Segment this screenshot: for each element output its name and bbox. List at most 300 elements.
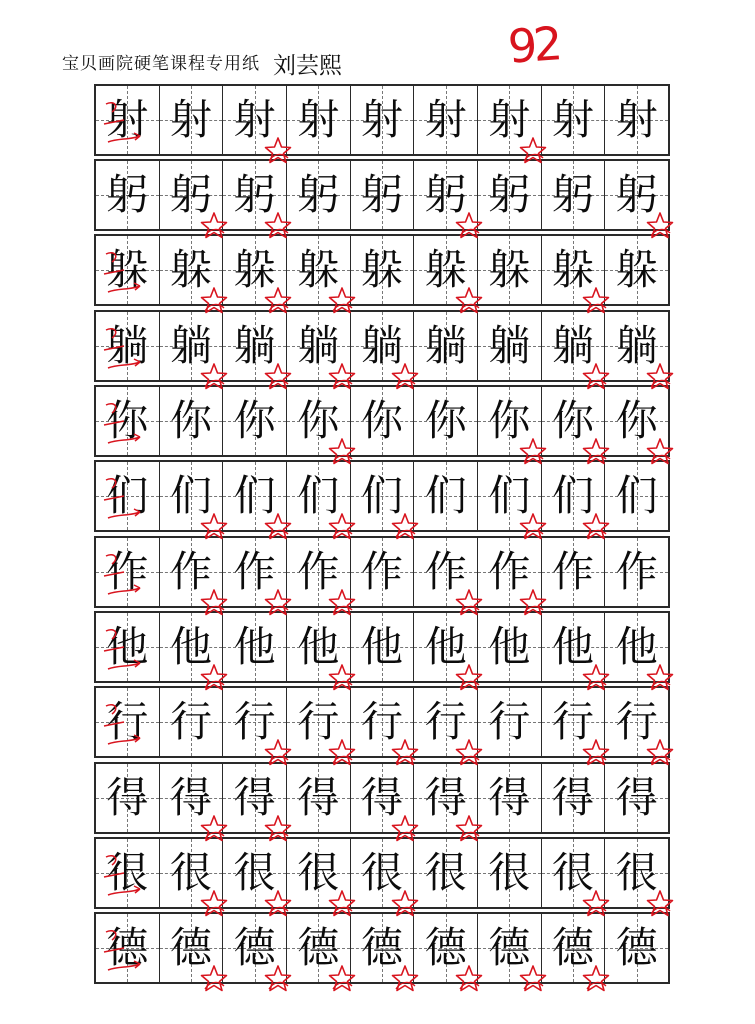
grid-cell (159, 312, 223, 380)
star-icon (391, 889, 419, 917)
handwritten-character: 们 (233, 471, 276, 520)
grid-cell (222, 462, 286, 530)
grid-cell (286, 914, 350, 982)
practice-row (94, 762, 670, 834)
handwritten-character: 们 (552, 471, 595, 520)
handwritten-character: 得 (233, 773, 276, 822)
grid-cell (604, 86, 668, 154)
star-icon (646, 362, 674, 390)
star-icon (264, 588, 292, 616)
star-icon (264, 286, 292, 314)
grid-cell (604, 688, 668, 756)
handwritten-character: 很 (361, 848, 404, 897)
handwritten-character: 德 (233, 923, 276, 972)
grid-cell (222, 914, 286, 982)
handwritten-character: 躬 (106, 170, 149, 219)
star-icon (455, 588, 483, 616)
star-icon (264, 814, 292, 842)
star-icon (582, 964, 610, 992)
handwritten-character: 你 (233, 396, 276, 445)
grid-cell (222, 839, 286, 907)
star-icon (328, 437, 356, 465)
star-icon (200, 663, 228, 691)
grid-cell (350, 161, 414, 229)
grid-cell (286, 312, 350, 380)
grid-cell (286, 764, 350, 832)
grid-cell (413, 387, 477, 455)
handwritten-character: 作 (488, 547, 531, 596)
handwritten-character: 躬 (233, 170, 276, 219)
handwritten-character: 他 (106, 622, 149, 671)
star-icon (455, 964, 483, 992)
star-icon (328, 362, 356, 390)
grid-cell (159, 161, 223, 229)
grid-cell (477, 764, 541, 832)
handwritten-character: 作 (424, 547, 467, 596)
grid-cell (286, 387, 350, 455)
star-icon (582, 889, 610, 917)
star-icon (519, 136, 547, 164)
grid-cell (477, 914, 541, 982)
handwritten-character: 躺 (297, 321, 340, 370)
grid-cell (96, 688, 159, 756)
handwritten-character: 他 (297, 622, 340, 671)
handwritten-character: 躺 (106, 321, 149, 370)
star-icon (455, 738, 483, 766)
grid-cell (541, 86, 605, 154)
grid-cell (350, 312, 414, 380)
handwritten-character: 你 (552, 396, 595, 445)
handwritten-character: 你 (488, 396, 531, 445)
handwritten-character: 很 (233, 848, 276, 897)
handwritten-character: 躬 (424, 170, 467, 219)
grid-cell (286, 86, 350, 154)
grid-cell (477, 462, 541, 530)
handwritten-character: 得 (615, 773, 658, 822)
star-icon (200, 814, 228, 842)
handwritten-character: 作 (297, 547, 340, 596)
grid-cell (286, 236, 350, 304)
handwritten-character: 射 (233, 95, 276, 144)
practice-row (94, 234, 670, 306)
grid-cell (350, 236, 414, 304)
handwritten-character: 躬 (361, 170, 404, 219)
grid-cell (96, 236, 159, 304)
star-icon (200, 588, 228, 616)
grid-cell (159, 236, 223, 304)
star-icon (391, 814, 419, 842)
grid-cell (541, 688, 605, 756)
handwritten-character: 他 (170, 622, 213, 671)
grid-cell (159, 387, 223, 455)
grid-cell (286, 839, 350, 907)
handwritten-character: 射 (552, 95, 595, 144)
handwritten-character: 躲 (424, 245, 467, 294)
pen-correction-icon (100, 546, 160, 602)
handwritten-character: 德 (552, 923, 595, 972)
handwritten-character: 很 (552, 848, 595, 897)
star-icon (646, 211, 674, 239)
grid-cell (222, 613, 286, 681)
grid-cell (413, 764, 477, 832)
handwritten-character: 他 (361, 622, 404, 671)
star-icon (328, 738, 356, 766)
grid-cell (477, 387, 541, 455)
grid-cell (159, 613, 223, 681)
star-icon (200, 889, 228, 917)
handwritten-character: 躲 (297, 245, 340, 294)
handwritten-character: 躲 (233, 245, 276, 294)
grid-cell (541, 462, 605, 530)
grid-cell (96, 839, 159, 907)
grid-cell (222, 387, 286, 455)
star-icon (519, 964, 547, 992)
handwritten-character: 他 (233, 622, 276, 671)
star-icon (391, 362, 419, 390)
star-icon (264, 964, 292, 992)
grid-cell (159, 839, 223, 907)
grid-cell (604, 312, 668, 380)
star-icon (264, 512, 292, 540)
grid-cell (286, 161, 350, 229)
grid-cell (604, 161, 668, 229)
handwritten-character: 德 (615, 923, 658, 972)
handwritten-character: 行 (170, 697, 213, 746)
star-icon (264, 889, 292, 917)
star-icon (328, 964, 356, 992)
grid-cell (350, 387, 414, 455)
grid-cell (222, 538, 286, 606)
grid-cell (477, 312, 541, 380)
handwritten-character: 躲 (552, 245, 595, 294)
grid-cell (286, 688, 350, 756)
star-icon (455, 814, 483, 842)
handwritten-character: 他 (615, 622, 658, 671)
grid-cell (350, 538, 414, 606)
grid-cell (222, 312, 286, 380)
star-icon (264, 362, 292, 390)
grid-cell (350, 764, 414, 832)
handwritten-character: 很 (297, 848, 340, 897)
star-icon (519, 437, 547, 465)
grid-cell (604, 462, 668, 530)
grid-cell (604, 613, 668, 681)
grid-cell (541, 914, 605, 982)
handwritten-character: 你 (106, 396, 149, 445)
handwritten-character: 们 (170, 471, 213, 520)
grid-cell (96, 86, 159, 154)
pen-correction-icon (100, 696, 160, 752)
practice-row (94, 686, 670, 758)
handwritten-character: 作 (361, 547, 404, 596)
handwritten-character: 作 (170, 547, 213, 596)
grid-cell (413, 613, 477, 681)
grid-cell (541, 613, 605, 681)
star-icon (391, 738, 419, 766)
handwritten-character: 躺 (170, 321, 213, 370)
handwritten-character: 很 (424, 848, 467, 897)
grid-cell (604, 236, 668, 304)
practice-row (94, 310, 670, 382)
handwritten-character: 行 (488, 697, 531, 746)
grid-cell (413, 839, 477, 907)
handwritten-character: 得 (552, 773, 595, 822)
grid-cell (222, 86, 286, 154)
practice-row (94, 159, 670, 231)
grid-cell (159, 462, 223, 530)
star-icon (328, 663, 356, 691)
handwritten-character: 德 (297, 923, 340, 972)
grid-cell (159, 914, 223, 982)
grid-cell (477, 613, 541, 681)
grid-cell (286, 613, 350, 681)
grid-cell (350, 613, 414, 681)
grid-cell (477, 839, 541, 907)
star-icon (455, 211, 483, 239)
handwritten-character: 他 (552, 622, 595, 671)
grid-cell (604, 839, 668, 907)
handwritten-character: 躬 (488, 170, 531, 219)
grid-cell (96, 161, 159, 229)
practice-row (94, 536, 670, 608)
star-icon (519, 512, 547, 540)
star-icon (264, 136, 292, 164)
star-icon (200, 964, 228, 992)
star-icon (391, 964, 419, 992)
practice-row (94, 84, 670, 156)
grid-cell (413, 914, 477, 982)
handwritten-character: 射 (488, 95, 531, 144)
pen-correction-icon (100, 94, 160, 150)
handwritten-character: 得 (361, 773, 404, 822)
practice-row (94, 837, 670, 909)
star-icon (646, 738, 674, 766)
handwritten-character: 你 (170, 396, 213, 445)
pen-correction-icon (100, 320, 160, 376)
handwritten-character: 躲 (488, 245, 531, 294)
handwritten-character: 们 (106, 471, 149, 520)
grid-cell (413, 312, 477, 380)
handwritten-character: 躬 (552, 170, 595, 219)
grid-cell (159, 764, 223, 832)
handwritten-character: 行 (424, 697, 467, 746)
star-icon (582, 663, 610, 691)
handwritten-character: 躺 (424, 321, 467, 370)
grid-cell (541, 312, 605, 380)
grid-cell (96, 312, 159, 380)
grid-cell (477, 236, 541, 304)
handwritten-character: 行 (361, 697, 404, 746)
handwritten-character: 行 (615, 697, 658, 746)
grid-cell (604, 538, 668, 606)
handwritten-character: 躺 (361, 321, 404, 370)
grid-cell (350, 839, 414, 907)
handwritten-character: 得 (170, 773, 213, 822)
grid-cell (96, 764, 159, 832)
handwritten-character: 们 (488, 471, 531, 520)
star-icon (328, 512, 356, 540)
handwritten-character: 行 (106, 697, 149, 746)
grid-cell (477, 688, 541, 756)
handwritten-character: 得 (297, 773, 340, 822)
grid-cell (350, 914, 414, 982)
grid-cell (222, 161, 286, 229)
handwritten-character: 你 (297, 396, 340, 445)
handwritten-character: 得 (106, 773, 149, 822)
pen-correction-icon (100, 621, 160, 677)
handwritten-character: 行 (233, 697, 276, 746)
handwritten-character: 们 (297, 471, 340, 520)
pen-correction-icon (100, 395, 160, 451)
grid-cell (413, 462, 477, 530)
star-icon (200, 512, 228, 540)
grid-cell (413, 538, 477, 606)
grid-cell (541, 839, 605, 907)
grid-cell (159, 86, 223, 154)
grid-cell (159, 538, 223, 606)
grid-cell (96, 538, 159, 606)
handwritten-character: 德 (170, 923, 213, 972)
star-icon (200, 286, 228, 314)
pen-correction-icon (100, 244, 160, 300)
handwritten-character: 作 (233, 547, 276, 596)
handwritten-character: 射 (361, 95, 404, 144)
star-icon (455, 286, 483, 314)
handwritten-character: 躬 (170, 170, 213, 219)
star-icon (582, 437, 610, 465)
grid-cell (159, 688, 223, 756)
handwritten-character: 躺 (615, 321, 658, 370)
handwritten-character: 躲 (170, 245, 213, 294)
handwritten-character: 躬 (615, 170, 658, 219)
star-icon (328, 889, 356, 917)
grid-cell (96, 387, 159, 455)
handwritten-character: 躺 (233, 321, 276, 370)
grid-cell (477, 86, 541, 154)
grid-cell (222, 764, 286, 832)
handwritten-character: 射 (297, 95, 340, 144)
grid-cell (286, 462, 350, 530)
grid-cell (413, 688, 477, 756)
star-icon (264, 738, 292, 766)
practice-row (94, 912, 670, 984)
star-icon (455, 663, 483, 691)
grid-cell (541, 161, 605, 229)
grid-cell (222, 688, 286, 756)
handwritten-character: 作 (615, 547, 658, 596)
handwritten-character: 作 (106, 547, 149, 596)
handwritten-character: 躺 (488, 321, 531, 370)
paper-title: 宝贝画院硬笔课程专用纸 (62, 54, 260, 74)
grid-cell (541, 764, 605, 832)
star-icon (328, 286, 356, 314)
grid-cell (413, 86, 477, 154)
grid-cell (604, 764, 668, 832)
handwritten-character: 躲 (615, 245, 658, 294)
grid-cell (477, 161, 541, 229)
star-icon (200, 362, 228, 390)
handwritten-character: 们 (361, 471, 404, 520)
grid-cell (96, 462, 159, 530)
handwritten-character: 躬 (297, 170, 340, 219)
grid-cell (604, 387, 668, 455)
handwritten-character: 们 (615, 471, 658, 520)
handwritten-character: 德 (488, 923, 531, 972)
handwritten-character: 行 (297, 697, 340, 746)
grid-cell (350, 688, 414, 756)
handwritten-character: 躲 (106, 245, 149, 294)
grid-cell (604, 914, 668, 982)
handwritten-character: 躲 (361, 245, 404, 294)
student-name: 刘芸熙 (273, 53, 342, 79)
handwritten-character: 德 (361, 923, 404, 972)
handwritten-character: 作 (552, 547, 595, 596)
handwritten-character: 很 (106, 848, 149, 897)
star-icon (582, 362, 610, 390)
handwritten-character: 德 (424, 923, 467, 972)
pen-correction-icon (100, 470, 160, 526)
grid-cell (96, 914, 159, 982)
grid-cell (541, 387, 605, 455)
handwritten-character: 你 (361, 396, 404, 445)
star-icon (200, 211, 228, 239)
star-icon (646, 663, 674, 691)
star-icon (328, 588, 356, 616)
practice-row (94, 611, 670, 683)
handwritten-character: 他 (488, 622, 531, 671)
star-icon (519, 588, 547, 616)
star-icon (391, 512, 419, 540)
handwritten-character: 射 (424, 95, 467, 144)
handwritten-character: 躺 (552, 321, 595, 370)
grid-cell (96, 613, 159, 681)
grid-cell (541, 236, 605, 304)
handwritten-character: 他 (424, 622, 467, 671)
star-icon (582, 286, 610, 314)
handwritten-character: 射 (615, 95, 658, 144)
handwritten-character: 很 (170, 848, 213, 897)
grid-cell (350, 86, 414, 154)
handwritten-character: 德 (106, 923, 149, 972)
grid-cell (413, 236, 477, 304)
pen-correction-icon (100, 847, 160, 903)
practice-row (94, 385, 670, 457)
handwritten-character: 得 (488, 773, 531, 822)
grid-cell (477, 538, 541, 606)
grid-cell (413, 161, 477, 229)
handwritten-character: 得 (424, 773, 467, 822)
practice-row (94, 460, 670, 532)
handwritten-character: 行 (552, 697, 595, 746)
star-icon (646, 889, 674, 917)
handwritten-character: 你 (424, 396, 467, 445)
grid-cell (222, 236, 286, 304)
grid-cell (541, 538, 605, 606)
handwritten-character: 很 (615, 848, 658, 897)
handwritten-character: 们 (424, 471, 467, 520)
handwritten-character: 射 (170, 95, 213, 144)
handwritten-character: 射 (106, 95, 149, 144)
grid-cell (286, 538, 350, 606)
score-mark: 92 (506, 16, 561, 74)
star-icon (264, 211, 292, 239)
star-icon (582, 512, 610, 540)
pen-correction-icon (100, 922, 160, 978)
handwritten-character: 很 (488, 848, 531, 897)
star-icon (582, 738, 610, 766)
handwritten-character: 你 (615, 396, 658, 445)
grid-cell (350, 462, 414, 530)
